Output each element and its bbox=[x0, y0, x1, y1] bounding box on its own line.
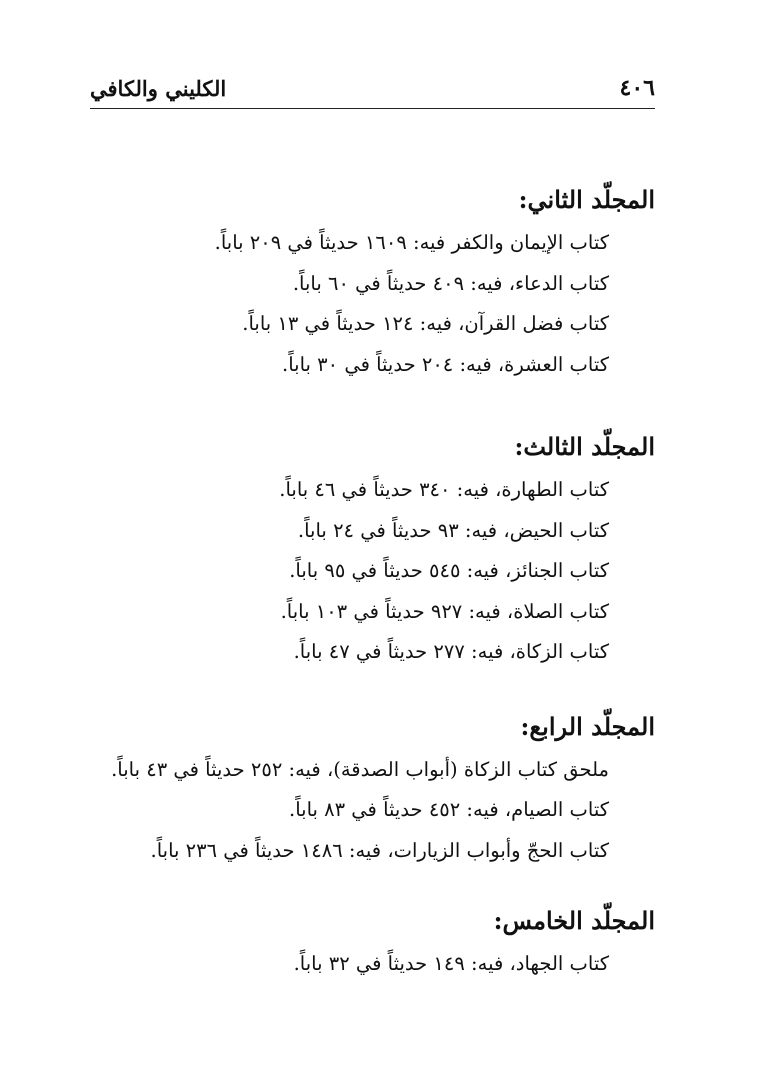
book-entry: كتاب العشرة، فيه: ٢٠٤ حديثاً في ٣٠ باباً. bbox=[282, 352, 609, 376]
book-entry: كتاب فضل القرآن، فيه: ١٢٤ حديثاً في ١٣ باباً. bbox=[242, 312, 609, 335]
book-entry: كتاب الزكاة، فيه: ٢٧٧ حديثاً في ٤٧ باباً. bbox=[293, 640, 609, 663]
page-body bbox=[90, 180, 655, 1017]
volume-section-4 bbox=[90, 707, 655, 872]
book-entry: كتاب الدعاء، فيه: ٤٠٩ حديثاً في ٦٠ باباً. bbox=[292, 271, 609, 295]
volume-heading: المجلّد الخامس: bbox=[493, 906, 655, 935]
volume-section-2 bbox=[90, 180, 655, 385]
book-entry: كتاب الإيمان والكفر فيه: ١٦٠٩ حديثاً في ٢٠٩ باباً. bbox=[214, 231, 609, 254]
volume-section-3 bbox=[90, 427, 655, 673]
book-entry: ملحق كتاب الزكاة (أبواب الصدقة)، فيه: ٢٥٢ حديثاً في ٤٣ باباً. bbox=[111, 757, 609, 781]
book-entry: كتاب الصلاة، فيه: ٩٢٧ حديثاً في ١٠٣ باباً. bbox=[280, 599, 609, 623]
book-entry: كتاب الحجّ وأبواب الزيارات، فيه: ١٤٨٦ حديثاً في ٢٣٦ باباً. bbox=[150, 838, 609, 862]
book-entry: كتاب الجهاد، فيه: ١٤٩ حديثاً في ٣٢ باباً. bbox=[293, 952, 609, 975]
running-title: الكليني والكافي bbox=[90, 75, 227, 101]
volume-heading: المجلّد الثاني: bbox=[518, 185, 655, 214]
book-entry: كتاب الصيام، فيه: ٤٥٢ حديثاً في ٨٣ باباً. bbox=[289, 798, 609, 821]
volume-section-5 bbox=[90, 901, 655, 985]
page-header bbox=[90, 68, 655, 109]
volume-heading: المجلّد الثالث: bbox=[514, 432, 655, 461]
book-entry: كتاب الطهارة، فيه: ٣٤٠ حديثاً في ٤٦ باباً. bbox=[279, 478, 609, 501]
volume-heading: المجلّد الرابع: bbox=[520, 711, 655, 741]
page-number: ٤٠٦ bbox=[619, 75, 655, 101]
book-entry: كتاب الحيض، فيه: ٩٣ حديثاً في ٢٤ باباً. bbox=[297, 518, 609, 542]
book-entry: كتاب الجنائز، فيه: ٥٤٥ حديثاً في ٩٥ باباً. bbox=[289, 559, 609, 582]
